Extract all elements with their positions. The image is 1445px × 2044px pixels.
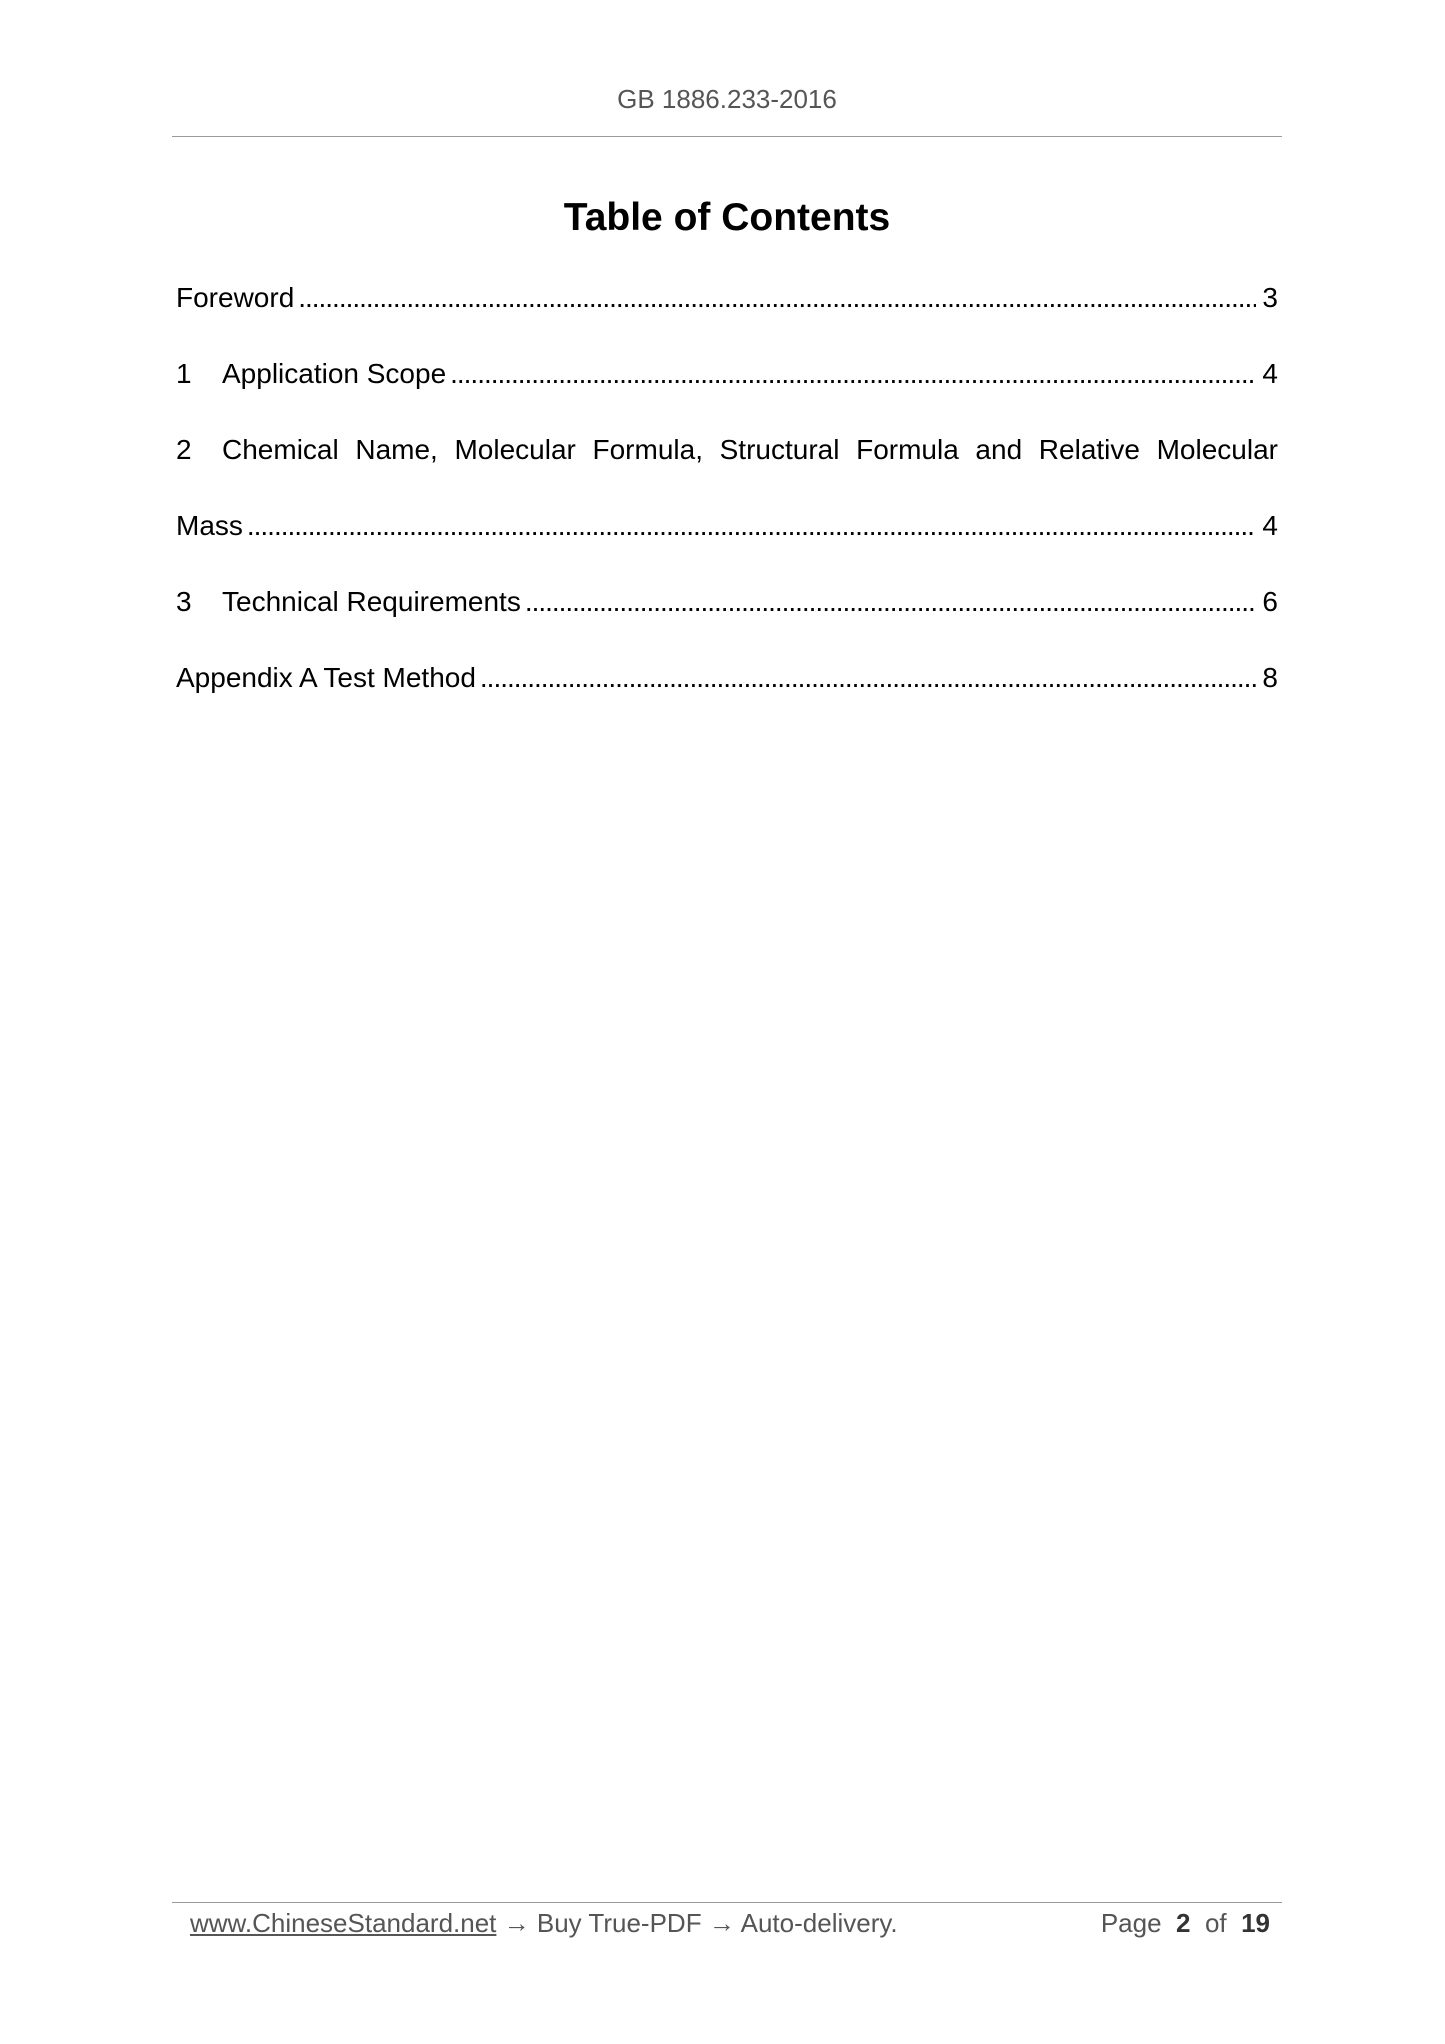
toc-entry-number: 2: [176, 434, 192, 465]
page-word: Page: [1100, 1908, 1162, 1938]
toc-entry-label: Mass: [176, 510, 243, 541]
current-page-number: 2: [1176, 1908, 1191, 1938]
toc-entry-chemical-name-continued[interactable]: [176, 504, 1278, 580]
toc-title: Table of Contents: [563, 196, 891, 239]
toc-entry-label: Chemical Name, Molecular Formula, Structural Formula and Relative Molecular: [222, 434, 1278, 465]
total-page-count: 19: [1241, 1908, 1270, 1938]
arrow-right-icon: →: [708, 1908, 735, 1938]
arrow-right-icon: →: [503, 1908, 530, 1938]
toc-entry-foreword[interactable]: [176, 276, 1278, 352]
toc-dot-leader: [298, 276, 1256, 320]
toc-dot-leader: [525, 580, 1257, 624]
toc-entry-technical-requirements[interactable]: [176, 580, 1278, 656]
toc-entry-label: Foreword: [176, 282, 295, 313]
toc-entry-label: Appendix A Test Method: [176, 662, 476, 693]
toc-entry-page: 3: [1262, 282, 1278, 313]
footer-promo: [190, 1908, 898, 1939]
of-word: of: [1204, 1908, 1227, 1938]
toc-entry-application-scope[interactable]: [176, 352, 1278, 428]
table-of-contents: [176, 276, 1278, 732]
footer-divider: [172, 1902, 1282, 1903]
toc-dot-leader: [450, 352, 1256, 396]
toc-entry-page: 4: [1262, 358, 1278, 389]
toc-entry-page: 4: [1262, 510, 1278, 541]
toc-entry-page: 6: [1262, 586, 1278, 617]
page-footer: [190, 1908, 1270, 1939]
toc-entry-number: 3: [176, 586, 192, 617]
toc-dot-leader: [247, 504, 1257, 548]
toc-entry-label: Application Scope: [222, 358, 447, 389]
toc-entry-page: 8: [1262, 662, 1278, 693]
toc-entry-label: Technical Requirements: [222, 586, 521, 617]
website-link[interactable]: www.ChineseStandard.net: [190, 1908, 497, 1938]
page-indicator: [1101, 1908, 1270, 1939]
header-divider: [172, 136, 1282, 137]
toc-entry-appendix-a[interactable]: [176, 656, 1278, 732]
buy-pdf-text: Buy True-PDF: [536, 1908, 702, 1938]
toc-entry-chemical-name[interactable]: [176, 428, 1278, 504]
document-code-header: GB 1886.233-2016: [617, 84, 837, 114]
auto-delivery-text: Auto-delivery.: [740, 1908, 898, 1938]
toc-entry-number: 1: [176, 358, 192, 389]
toc-dot-leader: [480, 656, 1257, 700]
